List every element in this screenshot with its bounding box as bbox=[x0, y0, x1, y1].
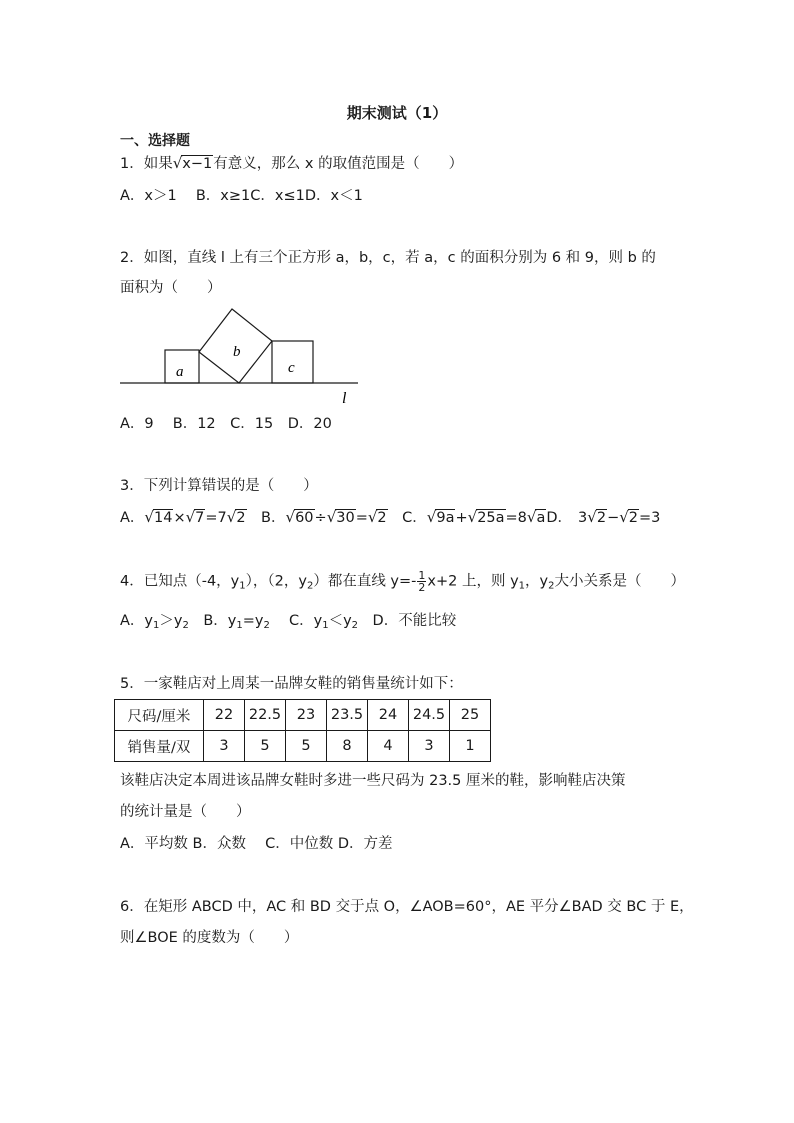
sqrt-symbol: √ bbox=[587, 508, 597, 526]
q4-option-d: D．不能比较 bbox=[358, 613, 457, 629]
table-cell: 23.5 bbox=[327, 700, 368, 731]
q3-d-result: =3 bbox=[639, 510, 661, 526]
table-cell: 1 bbox=[450, 731, 491, 762]
q3-d-operator: − bbox=[607, 510, 620, 526]
q2-stem-line1: 2．如图，直线 l 上有三个正方形 a，b，c，若 a，c 的面积分别为 6 和 9，则 b 的 bbox=[120, 250, 656, 266]
q4-fraction-numerator: 1 bbox=[418, 569, 426, 582]
q4-option-c-sub-2: 2 bbox=[351, 620, 359, 631]
q4-sub-2: 2 bbox=[306, 580, 314, 592]
q3-options bbox=[120, 507, 660, 528]
q4-option-c-relation: ＜y bbox=[328, 613, 352, 629]
table-cell: 5 bbox=[286, 731, 327, 762]
q3-c-radicand-1: 9a bbox=[436, 510, 455, 526]
q3-c-radicand-3: a bbox=[536, 510, 546, 526]
label-a: a bbox=[176, 364, 184, 380]
q3-option-d-label: D． bbox=[546, 510, 573, 526]
q2-options: A．9 B．12 C．15 D．20 bbox=[120, 416, 332, 432]
q3-d-radicand-1: 2 bbox=[596, 510, 607, 526]
q4-text-4: x+2 上，则 y bbox=[427, 573, 519, 590]
q4-text-5: ，y bbox=[525, 573, 549, 590]
q3-a-result: =7 bbox=[205, 510, 227, 526]
table-row bbox=[115, 700, 491, 731]
table-cell: 24 bbox=[368, 700, 409, 731]
table-cell: 22.5 bbox=[245, 700, 286, 731]
label-c: c bbox=[288, 360, 295, 376]
q4-sub-4: 2 bbox=[548, 580, 555, 592]
sqrt-symbol: √ bbox=[185, 508, 196, 526]
q4-sub-3: 1 bbox=[518, 580, 526, 592]
sales-table bbox=[114, 699, 491, 762]
q5-stem: 5．一家鞋店对上周某一品牌女鞋的销售量统计如下： bbox=[120, 676, 463, 692]
q4-option-b: B．y bbox=[188, 613, 237, 629]
sqrt-symbol: √ bbox=[226, 508, 237, 526]
q6-stem-line2: 则∠BOE 的度数为（ ） bbox=[120, 930, 299, 946]
q5-text-line2: 的统计量是（ ） bbox=[120, 804, 251, 820]
q4-stem bbox=[120, 570, 685, 597]
q3-d-coefficient: 3 bbox=[578, 510, 588, 526]
q3-option-c-label: C． bbox=[387, 510, 427, 526]
q5-options: A．平均数 B．众数 C．中位数 D．方差 bbox=[120, 836, 393, 852]
q3-option-b-label: B． bbox=[246, 510, 286, 526]
q4-text-3: ）都在直线 y=- bbox=[313, 573, 417, 590]
q1-stem-post: 有意义，那么 x 的取值范围是（ ） bbox=[213, 156, 464, 172]
q4-text-2: ），（2，y bbox=[245, 573, 307, 590]
section-heading: 一、选择题 bbox=[120, 133, 190, 149]
q3-a-radicand-2: 7 bbox=[195, 510, 205, 526]
sqrt-symbol: √ bbox=[172, 154, 183, 172]
q3-d-radicand-2: 2 bbox=[628, 510, 639, 526]
q4-fraction bbox=[417, 570, 426, 593]
q3-c-radicand-2: 25a bbox=[477, 510, 505, 526]
q4-option-a-sub-1: 1 bbox=[153, 620, 160, 631]
q6-stem-line1: 6．在矩形 ABCD 中，AC 和 BD 交于点 O，∠AOB=60°，AE 平分∠BAD 交 BC 于 E， bbox=[120, 899, 694, 915]
table-cell: 25 bbox=[450, 700, 491, 731]
q4-fraction-denominator: 2 bbox=[418, 581, 426, 594]
q4-text-6: 大小关系是（ ） bbox=[554, 573, 686, 590]
q3-c-result: =8 bbox=[505, 510, 527, 526]
q3-b-radicand-1: 60 bbox=[295, 510, 314, 526]
table-cell: 5 bbox=[245, 731, 286, 762]
q3-a-radicand-3: 2 bbox=[236, 510, 246, 526]
q3-c-operator: + bbox=[455, 510, 468, 526]
q4-option-a-relation: ＞y bbox=[159, 613, 183, 629]
table-cell: 4 bbox=[368, 731, 409, 762]
sqrt-symbol: √ bbox=[426, 508, 437, 526]
q4-option-b-sub-2: 2 bbox=[263, 620, 270, 631]
label-l: l bbox=[342, 390, 347, 407]
q3-b-result: = bbox=[355, 510, 368, 526]
q3-b-radicand-3: 2 bbox=[377, 510, 387, 526]
q4-option-c-sub-1: 1 bbox=[322, 620, 329, 631]
q4-option-a-sub-2: 2 bbox=[182, 620, 189, 631]
q1-stem bbox=[120, 153, 463, 174]
q3-option-a-label: A． bbox=[120, 510, 145, 526]
q3-stem: 3．下列计算错误的是（ ） bbox=[120, 478, 318, 494]
table-cell: 23 bbox=[286, 700, 327, 731]
q4-options bbox=[120, 611, 456, 636]
table-cell: 3 bbox=[409, 731, 450, 762]
sqrt-symbol: √ bbox=[619, 508, 629, 526]
sqrt-symbol: √ bbox=[367, 508, 378, 526]
q2-stem-line2: 面积为（ ） bbox=[120, 280, 222, 296]
q3-b-operator: ÷ bbox=[314, 510, 327, 526]
table-cell: 22 bbox=[204, 700, 245, 731]
table-cell: 3 bbox=[204, 731, 245, 762]
sqrt-symbol: √ bbox=[326, 508, 337, 526]
q3-b-radicand-2: 30 bbox=[336, 510, 355, 526]
sqrt-symbol: √ bbox=[144, 508, 154, 526]
q1-stem-pre: 1．如果 bbox=[120, 156, 173, 172]
q4-option-b-sub-1: 1 bbox=[236, 620, 243, 631]
table-header-cell: 尺码/厘米 bbox=[115, 700, 204, 731]
sqrt-symbol: √ bbox=[526, 508, 537, 526]
q1-options: A．x＞1 B．x≥1C．x≤1D．x＜1 bbox=[120, 188, 363, 204]
sqrt-symbol: √ bbox=[467, 508, 478, 526]
table-cell: 8 bbox=[327, 731, 368, 762]
page-title: 期末测试（1） bbox=[346, 104, 448, 122]
q4-sub-1: 1 bbox=[239, 580, 246, 592]
q1-radicand: x−1 bbox=[182, 156, 213, 172]
q5-text-line1: 该鞋店决定本周进该品牌女鞋时多进一些尺码为 23.5 厘米的鞋，影响鞋店决策 bbox=[120, 773, 626, 789]
q2-figure bbox=[118, 304, 368, 408]
label-b: b bbox=[233, 344, 241, 360]
q4-option-a: A．y bbox=[120, 613, 154, 629]
q3-a-radicand-1: 14 bbox=[153, 510, 173, 526]
q4-option-c: C．y bbox=[269, 613, 323, 629]
q3-a-operator: × bbox=[173, 510, 186, 526]
table-cell: 24.5 bbox=[409, 700, 450, 731]
table-row bbox=[115, 731, 491, 762]
q4-text-1: 4．已知点（-4，y bbox=[120, 573, 240, 590]
table-header-cell: 销售量/双 bbox=[115, 731, 204, 762]
q4-option-b-relation: =y bbox=[242, 613, 264, 629]
sqrt-symbol: √ bbox=[285, 508, 296, 526]
